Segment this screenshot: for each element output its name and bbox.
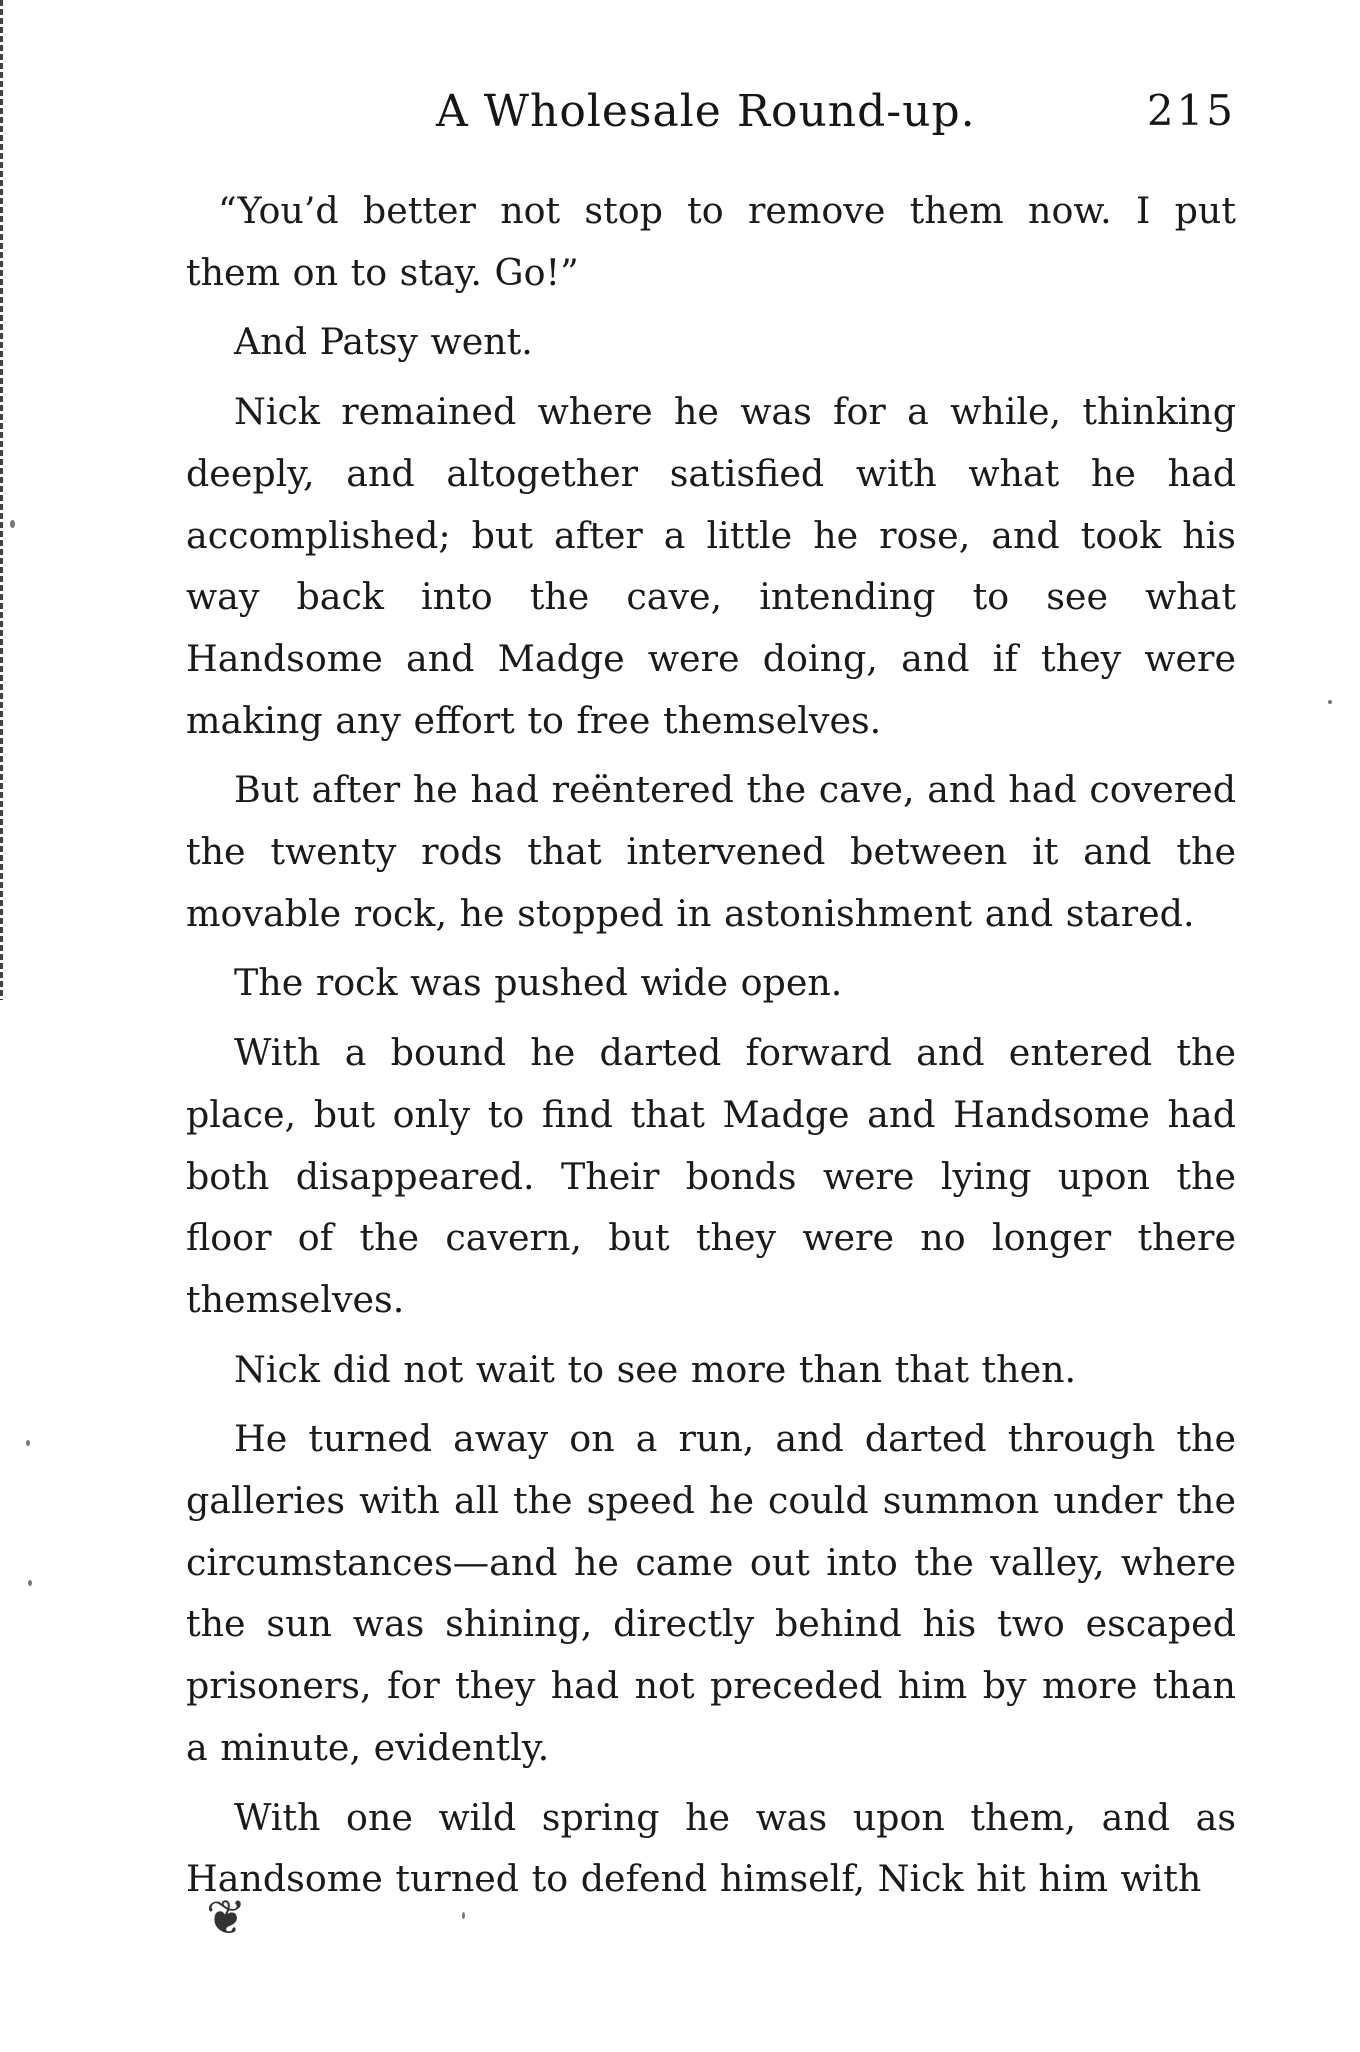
ink-speck [462,1912,465,1919]
page-header [186,86,1236,156]
paragraph-1: “You’d better not stop to remove them now. I put them on to stay. Go!” [186,189,1236,294]
paragraph-8: He turned away on a run, and darted through the galleries with all the speed he could summon under the circumstances—and he came out into the valley, where the sun was shining, directly behind his two escaped prisoners, for they had not preceded him by more than a minute, evidently. [186,1417,1236,1769]
running-head: A Wholesale Round-up. [436,86,976,137]
printer-mark-icon: ❦ [206,1890,247,1946]
paragraph-6: With a bound he darted forward and entered the place, but only to find that Madge and Handsome had both disappeared. Their bonds were lying upon the floor of the cavern, but they were no longer there themselves. [186,1031,1236,1321]
ink-speck [1328,700,1332,704]
ink-speck [10,520,15,528]
paragraph-5: The rock was pushed wide open. [234,961,843,1005]
ink-speck [28,1580,32,1586]
page-number: 215 [1146,86,1236,135]
paragraph-7: Nick did not wait to see more than that then. [234,1347,1077,1391]
ink-speck [26,1440,30,1446]
paragraph-3: Nick remained where he was for a while, thinking deeply, and altogether satisfied with what he had accomplished; but after a little he rose, and took his way back into the cave, intending to see what Handsome and Madge were doing, and if they were making any effort to free themselves. [186,390,1236,742]
paragraph-4: But after he had reëntered the cave, and had covered the twenty rods that intervened between it and the movable rock, he stopped in astonishment and stared. [186,768,1236,935]
paragraph-9: With one wild spring he was upon them, and as Handsome turned to defend himself, Nick hit him with [186,1795,1236,1901]
body-text [186,180,1236,1910]
page-gutter-edge [0,0,3,1000]
paragraph-2: And Patsy went. [234,320,533,364]
